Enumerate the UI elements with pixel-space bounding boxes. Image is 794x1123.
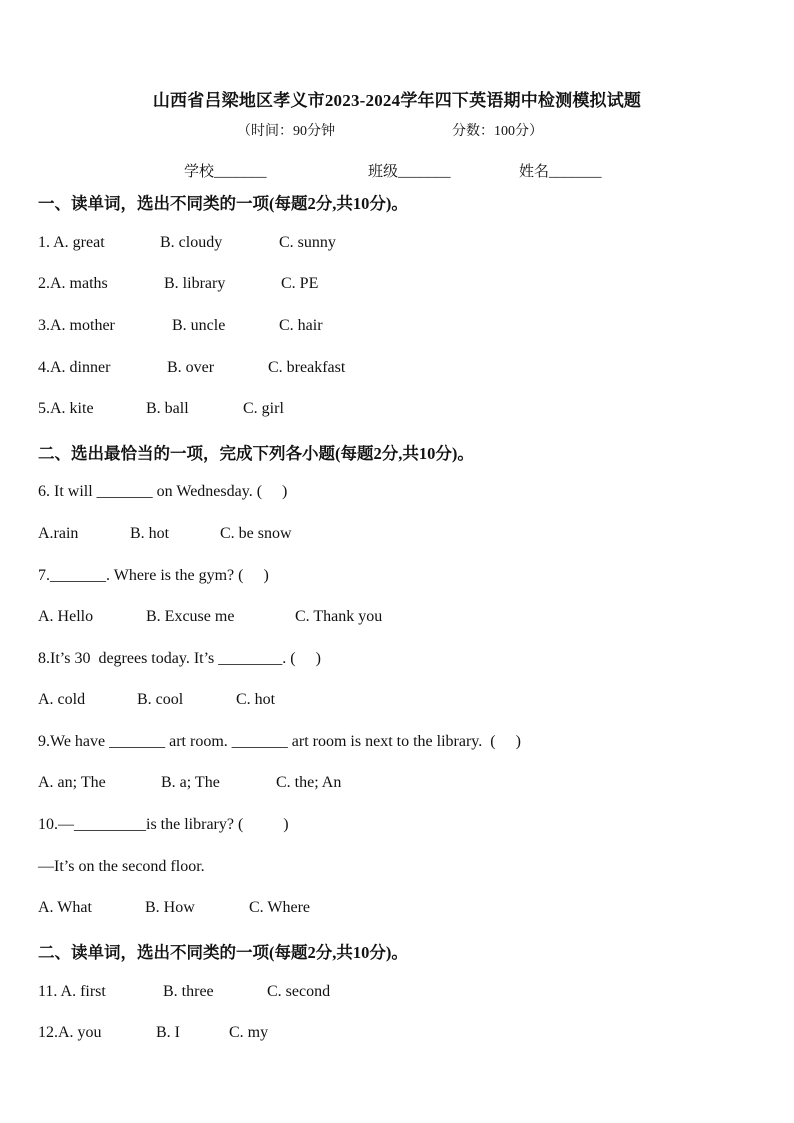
section-3-heading: 二、读单词，选出不同类的一项(每题2分,共10分)。 [38,943,408,962]
q1-option-c: C. sunny [279,234,336,251]
class-field: 班级_______ [368,164,451,180]
q9-stem: 9.We have _______ art room. _______ art room is next to the library. ( ) [38,733,521,750]
q10-option-c: C. Where [249,899,311,916]
q5-option-b: B. ball [146,400,189,417]
q3-option-c: C. hair [279,317,323,334]
q11-option-b: B. three [163,983,214,1000]
q2-option-b: B. library [164,275,226,292]
q12-option-b: B. I [156,1024,180,1041]
q7-option-c: C. Thank you [295,608,383,625]
q7-option-b: B. Excuse me [146,608,235,625]
q11-option-c: C. second [267,983,331,1000]
q9-option-c: C. the; An [276,774,342,791]
q4-option-a: 4.A. dinner [38,359,111,376]
q2-option-c: C. PE [281,275,319,292]
q6-stem: 6. It will _______ on Wednesday. ( ) [38,483,288,500]
name-field: 姓名_______ [519,164,602,180]
score-info: 分数：100分） [452,124,543,139]
time-info: （时间：90分钟 [237,124,335,139]
q6-option-b: B. hot [130,525,170,542]
q11-option-a: 11. A. first [38,983,106,1000]
q12-option-a: 12.A. you [38,1024,102,1041]
q8-option-b: B. cool [137,691,184,708]
section-2-heading: 二、选出最恰当的一项，完成下列各小题(每题2分,共10分)。 [38,444,474,463]
q8-stem: 8.It’s 30 degrees today. It’s ________. ( ) [38,650,321,667]
q10-option-b: B. How [145,899,195,916]
q10-reply: —It’s on the second floor. [38,858,205,875]
q12-option-c: C. my [229,1024,269,1041]
q5-option-c: C. girl [243,400,284,417]
q6-option-c: C. be snow [220,525,292,542]
q3-option-b: B. uncle [172,317,226,334]
q1-option-b: B. cloudy [160,234,223,251]
q8-option-c: C. hot [236,691,276,708]
q5-option-a: 5.A. kite [38,400,94,417]
q1-option-a: 1. A. great [38,234,105,251]
q7-option-a: A. Hello [38,608,94,625]
page-title: 山西省吕梁地区孝义市2023-2024学年四下英语期中检测模拟试题 [152,91,642,110]
q3-option-a: 3.A. mother [38,317,115,334]
school-field: 学校_______ [184,164,267,180]
q4-option-b: B. over [167,359,215,376]
q10-option-a: A. What [38,899,92,916]
section-1-heading: 一、读单词，选出不同类的一项(每题2分,共10分)。 [38,194,408,213]
q4-option-c: C. breakfast [268,359,346,376]
q2-option-a: 2.A. maths [38,275,108,292]
q10-stem: 10.—_________is the library? ( ) [38,816,289,833]
q8-option-a: A. cold [38,691,86,708]
q6-option-a: A.rain [38,525,79,542]
q9-option-a: A. an; The [38,774,106,791]
q7-stem: 7._______. Where is the gym? ( ) [38,567,269,584]
q9-option-b: B. a; The [161,774,220,791]
